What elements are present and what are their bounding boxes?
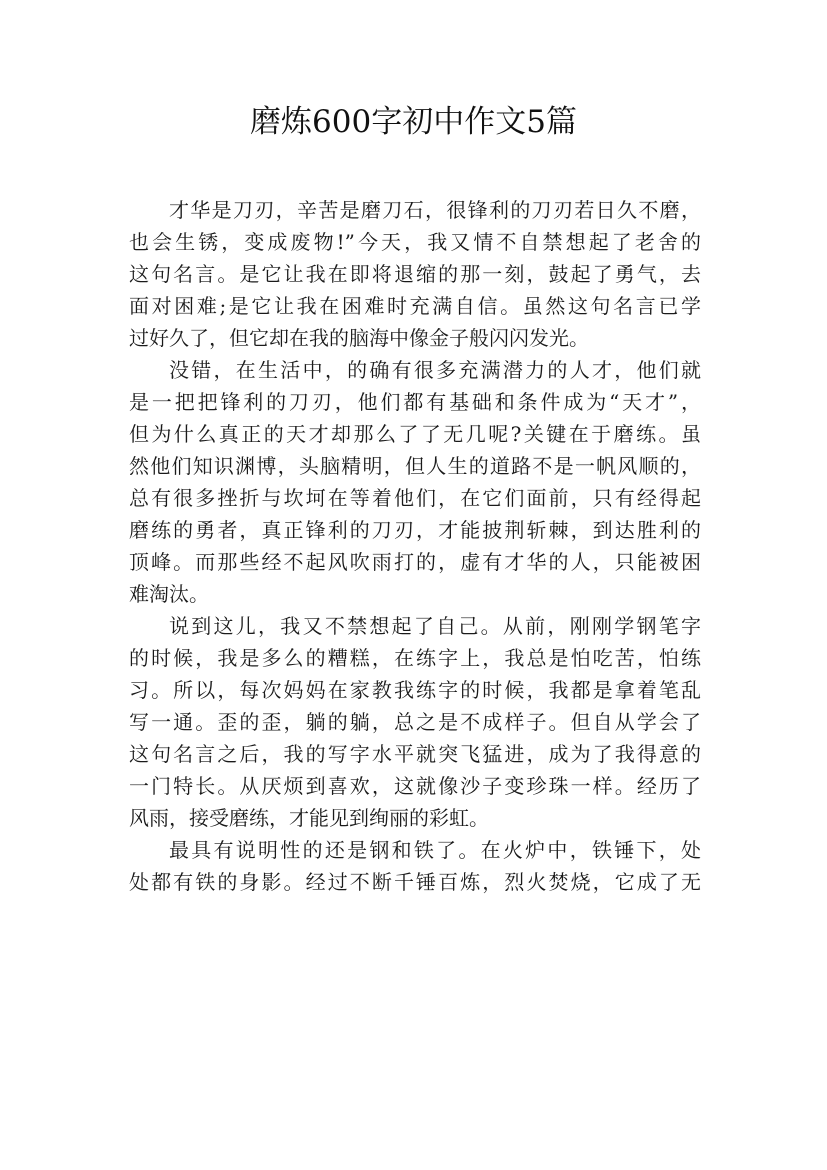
text-line: 是一把把锋利的刀刃，他们都有基础和条件成为“天才”，	[129, 390, 701, 414]
text-line: 处都有铁的身影。经过不断千锤百炼，烈火焚烧，它成了无	[129, 870, 701, 894]
paragraph-2	[129, 354, 701, 610]
text-line: 写一通。歪的歪，躺的躺，总之是不成样子。但自从学会了	[129, 710, 701, 734]
text-line: 没错，在生活中，的确有很多充满潜力的人才，他们就	[169, 358, 701, 382]
document-body	[129, 194, 701, 898]
text-line: 习。所以，每次妈妈在家教我练字的时候，我都是拿着笔乱	[129, 678, 701, 702]
text-line: 磨练的勇者，真正锋利的刀刃，才能披荆斩棘，到达胜利的	[129, 518, 701, 542]
text-line: 的时候，我是多么的糟糕，在练字上，我总是怕吃苦，怕练	[129, 646, 701, 670]
text-line: 说到这儿，我又不禁想起了自己。从前，刚刚学钢笔字	[169, 614, 701, 638]
text-line: 这句名言。是它让我在即将退缩的那一刻，鼓起了勇气，去	[129, 262, 701, 286]
paragraph-3	[129, 610, 701, 834]
text-line: 一门特长。从厌烦到喜欢，这就像沙子变珍珠一样。经历了	[129, 774, 701, 798]
text-line: 过好久了，但它却在我的脑海中像金子般闪闪发光。	[129, 326, 589, 350]
text-line: 风雨，接受磨练，才能见到绚丽的彩虹。	[129, 806, 489, 830]
text-line: 也会生锈，变成废物!”今天，我又情不自禁想起了老舍的	[129, 230, 701, 254]
text-line: 最具有说明性的还是钢和铁了。在火炉中，铁锤下，处	[169, 838, 701, 862]
document-title: 磨炼600字初中作文5篇	[250, 104, 577, 140]
text-line: 难淘汰。	[129, 582, 209, 606]
text-line: 这句名言之后，我的写字水平就突飞猛进，成为了我得意的	[129, 742, 701, 766]
paragraph-1	[129, 194, 701, 354]
text-line: 才华是刀刃，辛苦是磨刀石，很锋利的刀刃若日久不磨，	[169, 198, 701, 222]
text-line: 顶峰。而那些经不起风吹雨打的，虚有才华的人，只能被困	[129, 550, 701, 574]
text-line: 总有很多挫折与坎坷在等着他们，在它们面前，只有经得起	[129, 486, 701, 510]
text-line: 但为什么真正的天才却那么了了无几呢?关键在于磨练。虽	[129, 422, 701, 446]
text-line: 面对困难;是它让我在困难时充满自信。虽然这句名言已学	[129, 294, 701, 318]
text-line: 然他们知识渊博，头脑精明，但人生的道路不是一帆风顺的，	[129, 454, 701, 478]
paragraph-4	[129, 834, 701, 898]
